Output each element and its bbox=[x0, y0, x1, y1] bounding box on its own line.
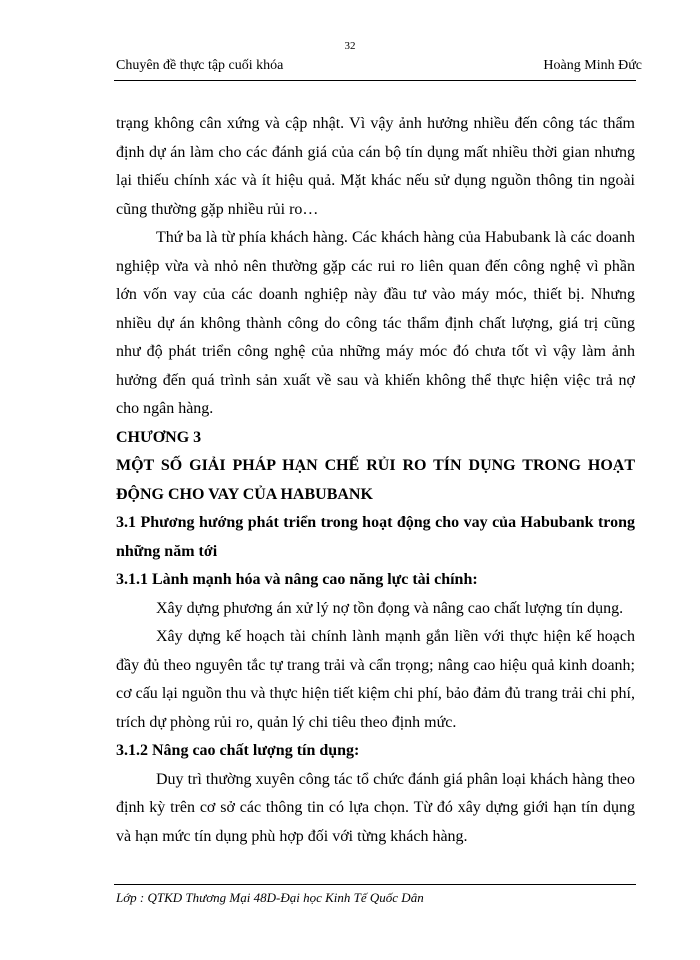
header-rule bbox=[114, 80, 636, 81]
header-author: Hoàng Minh Đức bbox=[543, 58, 642, 73]
paragraph-3-1-2-a: Duy trì thường xuyên công tác tổ chức đánh giá phân loại khách hàng theo định kỳ trên cơ sở các thông tin có lựa chọn. Từ đó xây dựng giới hạn tín dụng và hạn mức tín dụng phù hợp đối với từng khách hàng. bbox=[116, 770, 635, 845]
section-heading-3-1-2: 3.1.2 Nâng cao chất lượng tín dụng: bbox=[116, 742, 360, 759]
section-heading-3-1-1: 3.1.1 Lành mạnh hóa và nâng cao năng lực tài chính: bbox=[116, 571, 478, 588]
paragraph-continued: trạng không cân xứng và cập nhật. Vì vậy ảnh hưởng nhiều đến công tác thẩm định dự án làm cho các đánh giá của cán bộ tín dụng mất nhiều thời gian nhưng lại thiếu chính xác và ít hiệu quả. Mặt khác nếu sử dụng nguồn thông tin ngoài cũng thường gặp nhiều rủi ro… bbox=[116, 115, 635, 218]
chapter-number: CHƯƠNG 3 bbox=[116, 428, 202, 446]
footer-rule bbox=[114, 884, 636, 885]
footer-text: Lớp : QTKD Thương Mại 48D-Đại học Kinh Tế Quốc Dân bbox=[116, 890, 424, 905]
paragraph-third-reason: Thứ ba là từ phía khách hàng. Các khách hàng của Habubank là các doanh nghiệp vừa và nhỏ nên thường gặp các rui ro liên quan đến công nghệ vì phần lớn vốn vay của các doanh nghiệp này đầu tư vào máy móc, thiết bị. Nhưng nhiều dự án không thành công do công tác thẩm định chất lượng, giá trị cũng như độ phát triển công nghệ của những máy móc đó chưa tốt vì vậy làm ảnh hưởng đến quá trình sản xuất về sau và khiến không thể thực hiện việc trả nợ cho ngân hàng. bbox=[116, 229, 635, 417]
paragraph-3-1-1-b: Xây dựng kế hoạch tài chính lành mạnh gắn liền với thực hiện kế hoạch đầy đủ theo nguyên tắc tự trang trải và cẩn trọng; nâng cao hiệu quả kinh doanh; cơ cấu lại nguồn thu và thực hiện tiết kiệm chi phí, bảo đảm đủ trang trải chi phí, trích dự phòng rủi ro, quản lý chi tiêu theo định mức. bbox=[116, 628, 635, 731]
chapter-title: MỘT SỐ GIẢI PHÁP HẠN CHẾ RỦI RO TÍN DỤNG TRONG HOẠT ĐỘNG CHO VAY CỦA HABUBANK bbox=[116, 457, 635, 503]
section-heading-3-1: 3.1 Phương hướng phát triển trong hoạt động cho vay của Habubank trong những năm tới bbox=[116, 514, 635, 560]
document-body bbox=[116, 110, 635, 851]
header-title: Chuyên đề thực tập cuối khóa bbox=[116, 58, 284, 73]
page-number: 32 bbox=[344, 40, 356, 52]
paragraph-3-1-1-a: Xây dựng phương án xử lý nợ tồn đọng và nâng cao chất lượng tín dụng. bbox=[156, 599, 624, 617]
